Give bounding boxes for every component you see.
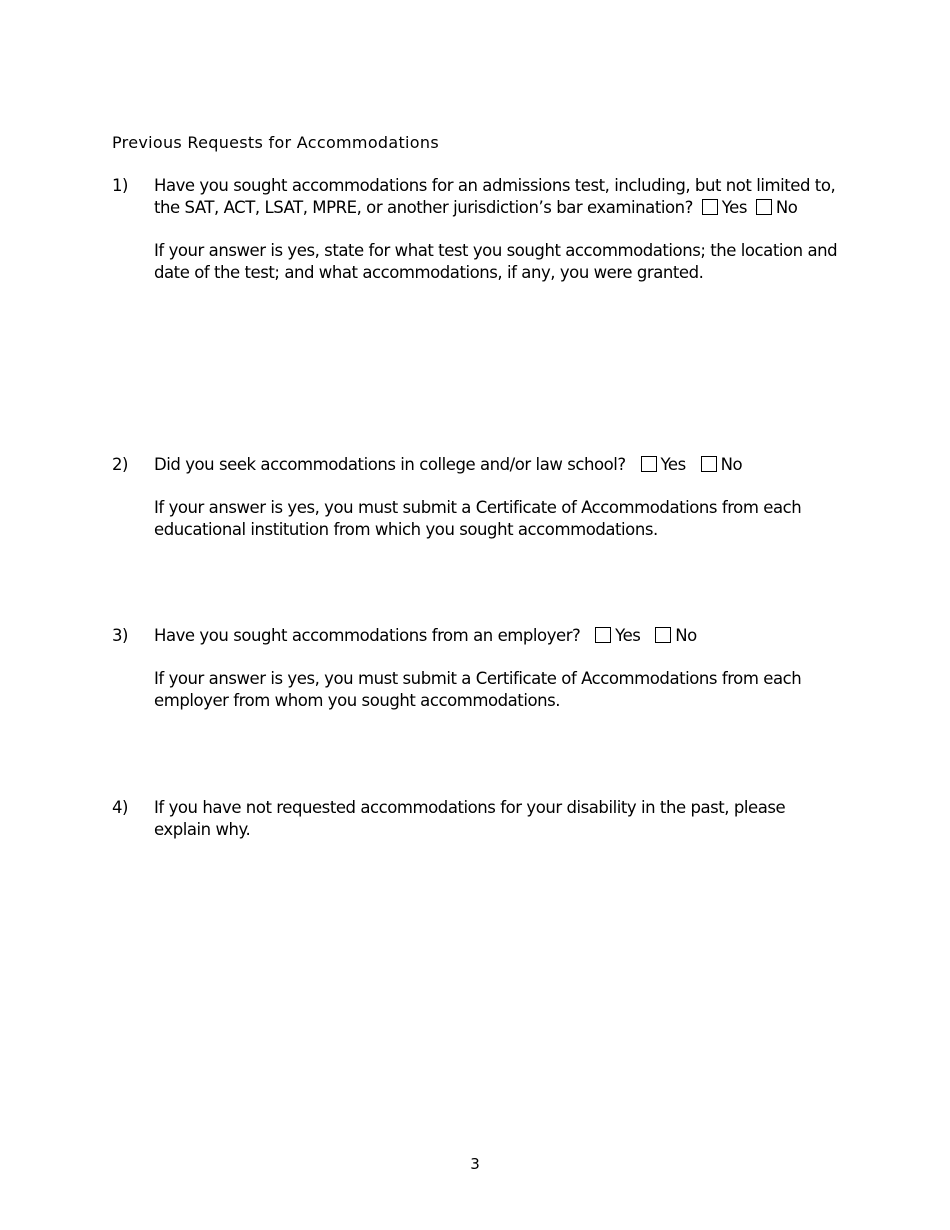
question-text-2 <box>154 454 842 476</box>
yes-checkbox[interactable] <box>595 627 611 643</box>
question-text-1 <box>154 175 842 219</box>
section-title: Previous Requests for Accommodations <box>112 133 439 152</box>
question-2 <box>112 454 842 541</box>
question-prompt: Did you seek accommodations in college and/or law school? <box>154 455 626 474</box>
question-number: 2) <box>112 455 129 474</box>
question-number: 4) <box>112 798 129 817</box>
question-followup: If your answer is yes, you must submit a Certificate of Accommodations from each educational institution from which you sought accommodations. <box>154 498 802 539</box>
question-prompt: Have you sought accommodations for an admissions test, including, but not limited to, the SAT, ACT, LSAT, MPRE, or another jurisdiction’s bar examination? <box>154 176 836 217</box>
question-4 <box>112 797 842 841</box>
question-prompt: Have you sought accommodations from an employer? <box>154 626 581 645</box>
no-label: No <box>675 626 697 645</box>
no-checkbox[interactable] <box>655 627 671 643</box>
question-followup: If your answer is yes, you must submit a Certificate of Accommodations from each employer from whom you sought accommodations. <box>154 669 802 710</box>
question-number: 1) <box>112 176 129 195</box>
question-followup: If your answer is yes, state for what test you sought accommodations; the location and date of the test; and what accommodations, if any, you were granted. <box>154 241 838 282</box>
yes-checkbox[interactable] <box>641 456 657 472</box>
page-number: 3 <box>470 1155 480 1173</box>
no-checkbox[interactable] <box>756 199 772 215</box>
question-number: 3) <box>112 626 129 645</box>
question-prompt: If you have not requested accommodations for your disability in the past, please explain why. <box>154 798 786 839</box>
yes-checkbox[interactable] <box>702 199 718 215</box>
no-label: No <box>720 455 743 474</box>
yes-label: Yes <box>615 626 641 645</box>
question-text-3 <box>154 625 842 647</box>
no-checkbox[interactable] <box>701 456 717 472</box>
question-1 <box>112 175 842 284</box>
yes-label: Yes <box>660 455 686 474</box>
no-label: No <box>775 198 798 217</box>
yes-label: Yes <box>721 198 748 217</box>
question-3 <box>112 625 842 712</box>
